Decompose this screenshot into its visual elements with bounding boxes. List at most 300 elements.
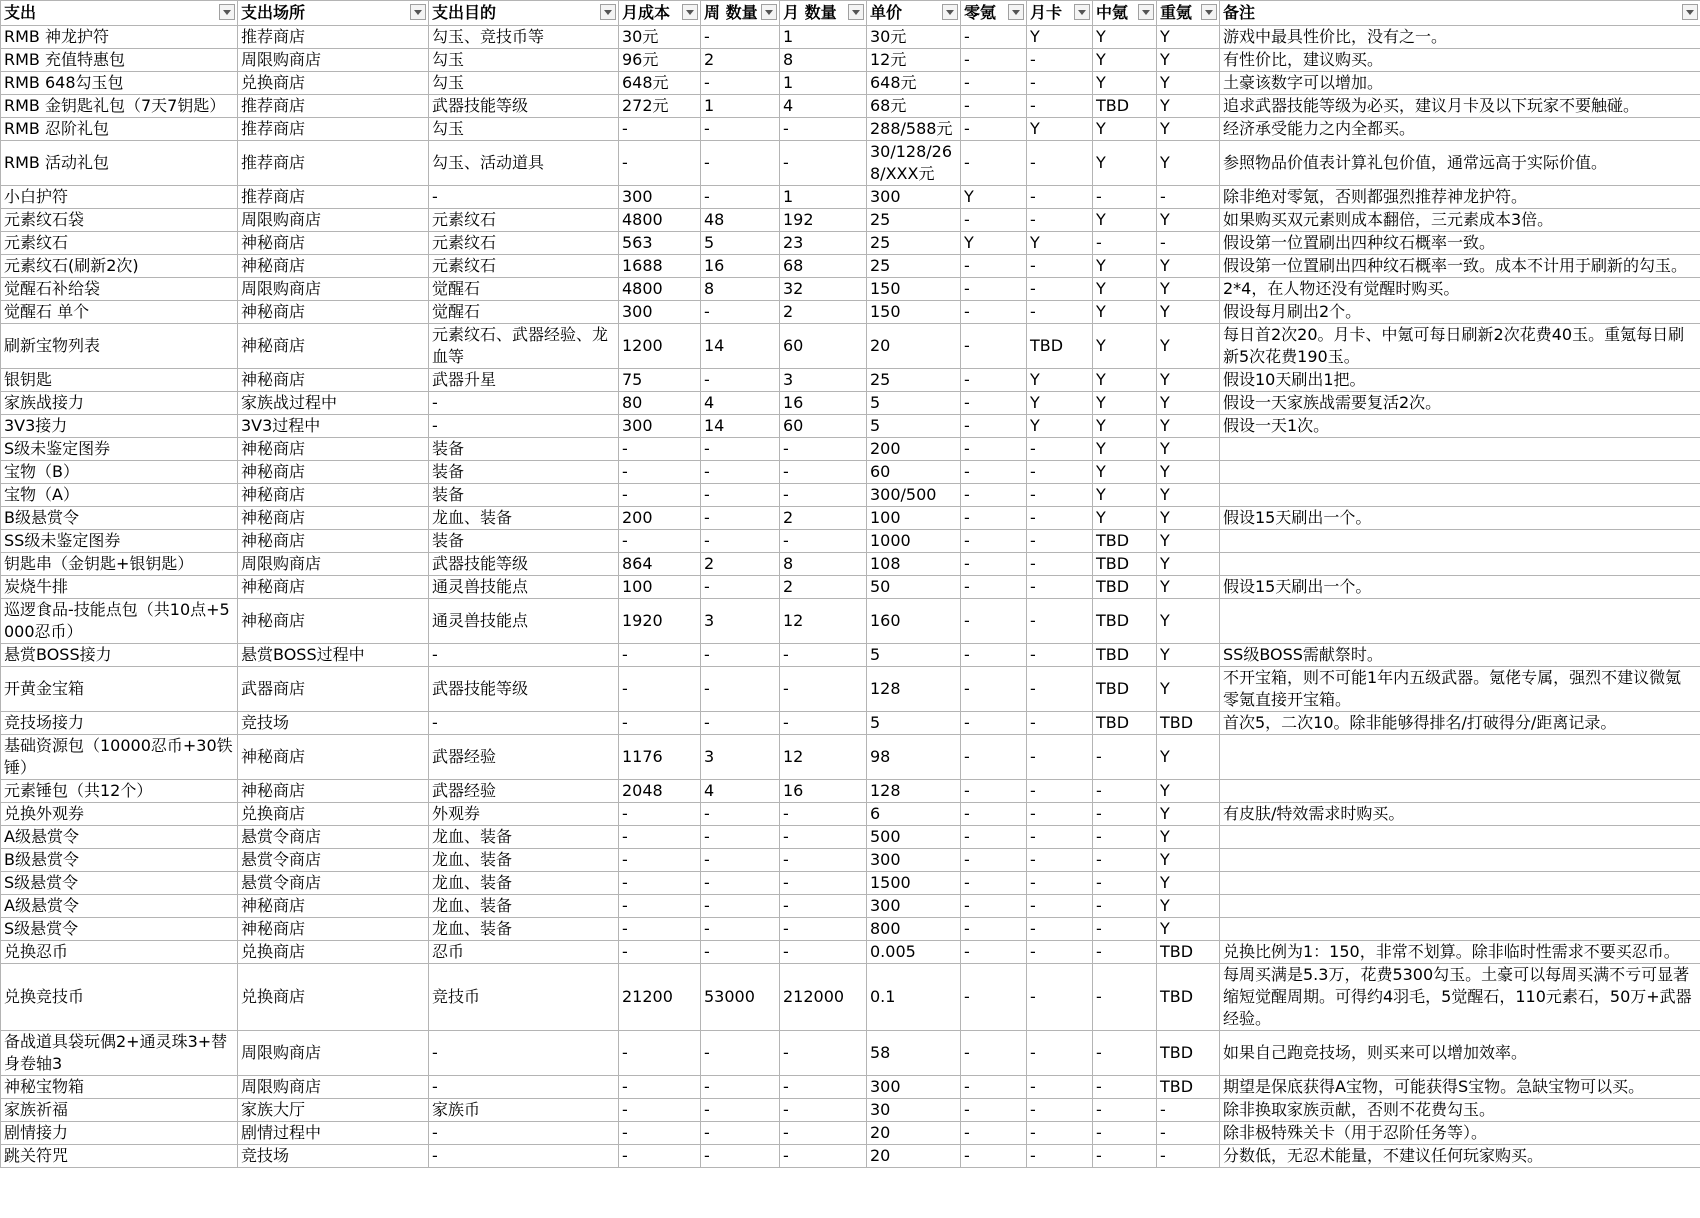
table-cell[interactable]: - <box>961 301 1027 324</box>
table-cell[interactable]: 1 <box>780 26 867 49</box>
table-cell[interactable]: 悬赏令商店 <box>238 872 429 895</box>
table-cell[interactable]: 14 <box>701 415 780 438</box>
table-cell[interactable]: 300 <box>867 1076 961 1099</box>
table-cell[interactable]: TBD <box>1093 712 1157 735</box>
filter-dropdown-icon[interactable] <box>1201 4 1217 20</box>
table-cell[interactable]: 12 <box>780 599 867 644</box>
table-cell[interactable]: 如果购买双元素则成本翻倍，三元素成本3倍。 <box>1220 209 1700 232</box>
table-cell[interactable]: 2 <box>701 553 780 576</box>
table-cell[interactable]: - <box>701 1122 780 1145</box>
table-cell[interactable]: - <box>961 72 1027 95</box>
table-cell[interactable]: Y <box>1157 324 1220 369</box>
table-cell[interactable]: 觉醒石 <box>429 301 619 324</box>
table-cell[interactable]: 家族战过程中 <box>238 392 429 415</box>
table-cell[interactable]: SS级未鉴定图券 <box>1 530 238 553</box>
table-cell[interactable]: - <box>701 1031 780 1076</box>
table-cell[interactable]: Y <box>1157 255 1220 278</box>
table-cell[interactable]: 勾玉 <box>429 72 619 95</box>
table-cell[interactable]: Y <box>1157 735 1220 780</box>
table-cell[interactable]: - <box>701 941 780 964</box>
table-cell[interactable]: 272元 <box>619 95 701 118</box>
table-cell[interactable]: 如果自己跑竞技场，则买来可以增加效率。 <box>1220 1031 1700 1076</box>
table-cell[interactable]: - <box>701 576 780 599</box>
table-cell[interactable]: 元素纹石 <box>1 232 238 255</box>
table-cell[interactable]: - <box>961 941 1027 964</box>
table-cell[interactable]: Y <box>1093 392 1157 415</box>
table-cell[interactable]: - <box>619 118 701 141</box>
table-cell[interactable]: - <box>619 872 701 895</box>
table-cell[interactable]: 60 <box>780 415 867 438</box>
table-cell[interactable]: 4 <box>701 780 780 803</box>
table-cell[interactable]: 装备 <box>429 438 619 461</box>
table-cell[interactable]: 假设一天1次。 <box>1220 415 1700 438</box>
table-cell[interactable]: - <box>961 849 1027 872</box>
table-cell[interactable]: - <box>961 507 1027 530</box>
table-cell[interactable]: - <box>780 1031 867 1076</box>
table-cell[interactable]: - <box>961 1031 1027 1076</box>
table-cell[interactable]: - <box>961 209 1027 232</box>
table-cell[interactable]: - <box>780 712 867 735</box>
table-cell[interactable]: 龙血、装备 <box>429 918 619 941</box>
table-cell[interactable] <box>1220 484 1700 507</box>
table-cell[interactable]: Y <box>1157 95 1220 118</box>
table-cell[interactable]: 60 <box>780 324 867 369</box>
filter-dropdown-icon[interactable] <box>942 4 958 20</box>
table-cell[interactable]: 武器技能等级 <box>429 553 619 576</box>
table-cell[interactable]: Y <box>961 186 1027 209</box>
table-cell[interactable]: - <box>1093 1031 1157 1076</box>
table-cell[interactable]: Y <box>1157 461 1220 484</box>
table-cell[interactable]: 200 <box>867 438 961 461</box>
table-cell[interactable]: - <box>1027 735 1093 780</box>
table-cell[interactable]: - <box>1093 964 1157 1031</box>
table-cell[interactable]: 龙血、装备 <box>429 826 619 849</box>
table-cell[interactable]: 刷新宝物列表 <box>1 324 238 369</box>
table-cell[interactable]: - <box>780 1122 867 1145</box>
table-cell[interactable]: Y <box>1157 141 1220 186</box>
table-cell[interactable]: - <box>1027 72 1093 95</box>
table-cell[interactable]: - <box>1093 872 1157 895</box>
table-cell[interactable]: - <box>701 72 780 95</box>
table-cell[interactable]: 150 <box>867 278 961 301</box>
table-cell[interactable]: 150 <box>867 301 961 324</box>
table-cell[interactable]: 30 <box>867 1099 961 1122</box>
table-cell[interactable]: S级悬赏令 <box>1 872 238 895</box>
table-cell[interactable]: - <box>780 803 867 826</box>
table-cell[interactable]: 有皮肤/特效需求时购买。 <box>1220 803 1700 826</box>
table-cell[interactable] <box>1220 438 1700 461</box>
table-cell[interactable]: Y <box>1093 255 1157 278</box>
table-cell[interactable]: - <box>619 461 701 484</box>
table-cell[interactable]: 推荐商店 <box>238 141 429 186</box>
table-cell[interactable]: 2 <box>780 576 867 599</box>
table-cell[interactable]: 160 <box>867 599 961 644</box>
table-cell[interactable]: 神秘商店 <box>238 507 429 530</box>
table-cell[interactable]: 悬赏令商店 <box>238 849 429 872</box>
table-cell[interactable]: 神秘商店 <box>238 918 429 941</box>
table-cell[interactable]: 14 <box>701 324 780 369</box>
table-cell[interactable]: 3 <box>701 735 780 780</box>
table-cell[interactable]: 游戏中最具性价比，没有之一。 <box>1220 26 1700 49</box>
filter-dropdown-icon[interactable] <box>1138 4 1154 20</box>
table-cell[interactable]: 0.005 <box>867 941 961 964</box>
table-cell[interactable]: 除非极特殊关卡（用于忍阶任务等）。 <box>1220 1122 1700 1145</box>
column-header[interactable] <box>780 1 867 26</box>
table-cell[interactable]: A级悬赏令 <box>1 826 238 849</box>
table-cell[interactable]: - <box>1027 803 1093 826</box>
table-cell[interactable]: - <box>1157 232 1220 255</box>
table-cell[interactable]: - <box>961 415 1027 438</box>
table-cell[interactable]: 推荐商店 <box>238 95 429 118</box>
table-cell[interactable]: 神秘商店 <box>238 599 429 644</box>
table-cell[interactable]: - <box>1027 278 1093 301</box>
table-cell[interactable]: Y <box>1157 26 1220 49</box>
table-cell[interactable]: RMB 忍阶礼包 <box>1 118 238 141</box>
table-cell[interactable]: - <box>619 712 701 735</box>
table-cell[interactable]: 武器经验 <box>429 780 619 803</box>
table-cell[interactable]: Y <box>1157 72 1220 95</box>
table-cell[interactable]: - <box>619 141 701 186</box>
table-cell[interactable]: Y <box>1093 484 1157 507</box>
table-cell[interactable]: 16 <box>780 780 867 803</box>
table-cell[interactable]: - <box>780 849 867 872</box>
table-cell[interactable]: 兑换商店 <box>238 72 429 95</box>
table-cell[interactable]: Y <box>1093 507 1157 530</box>
table-cell[interactable]: 神秘商店 <box>238 530 429 553</box>
column-header[interactable] <box>1093 1 1157 26</box>
table-cell[interactable]: Y <box>1093 72 1157 95</box>
table-cell[interactable]: Y <box>1093 278 1157 301</box>
table-cell[interactable]: - <box>961 667 1027 712</box>
table-cell[interactable]: - <box>701 872 780 895</box>
table-cell[interactable]: 58 <box>867 1031 961 1076</box>
table-cell[interactable]: 兑换商店 <box>238 941 429 964</box>
table-cell[interactable]: 75 <box>619 369 701 392</box>
table-cell[interactable]: 神秘商店 <box>238 369 429 392</box>
column-header[interactable] <box>867 1 961 26</box>
table-cell[interactable]: 土豪该数字可以增加。 <box>1220 72 1700 95</box>
table-cell[interactable]: 勾玉、活动道具 <box>429 141 619 186</box>
table-cell[interactable]: 龙血、装备 <box>429 507 619 530</box>
table-cell[interactable]: 神秘商店 <box>238 438 429 461</box>
table-cell[interactable]: 周限购商店 <box>238 553 429 576</box>
table-cell[interactable]: - <box>961 484 1027 507</box>
table-cell[interactable]: - <box>701 895 780 918</box>
table-cell[interactable]: - <box>1093 1145 1157 1168</box>
table-cell[interactable]: 8 <box>780 553 867 576</box>
table-cell[interactable]: - <box>701 803 780 826</box>
table-cell[interactable]: 竞技币 <box>429 964 619 1031</box>
table-cell[interactable] <box>1220 849 1700 872</box>
table-cell[interactable]: 悬赏BOSS接力 <box>1 644 238 667</box>
column-header[interactable] <box>619 1 701 26</box>
table-cell[interactable]: 跳关符咒 <box>1 1145 238 1168</box>
table-cell[interactable]: 48 <box>701 209 780 232</box>
table-cell[interactable]: - <box>1027 1031 1093 1076</box>
table-cell[interactable]: Y <box>1093 209 1157 232</box>
table-cell[interactable]: 推荐商店 <box>238 186 429 209</box>
table-cell[interactable]: - <box>701 826 780 849</box>
table-cell[interactable]: Y <box>1157 118 1220 141</box>
table-cell[interactable]: - <box>1093 1099 1157 1122</box>
table-cell[interactable]: 推荐商店 <box>238 26 429 49</box>
table-cell[interactable]: Y <box>1157 484 1220 507</box>
table-cell[interactable]: 6 <box>867 803 961 826</box>
table-cell[interactable]: - <box>619 826 701 849</box>
table-cell[interactable]: 2*4，在人物还没有觉醒时购买。 <box>1220 278 1700 301</box>
table-cell[interactable]: - <box>780 1145 867 1168</box>
table-cell[interactable]: - <box>961 49 1027 72</box>
table-cell[interactable]: - <box>619 1145 701 1168</box>
table-cell[interactable]: - <box>780 918 867 941</box>
table-cell[interactable]: - <box>780 461 867 484</box>
table-cell[interactable]: RMB 充值特惠包 <box>1 49 238 72</box>
table-cell[interactable]: - <box>780 1099 867 1122</box>
table-cell[interactable]: 除非换取家族贡献，否则不花费勾玉。 <box>1220 1099 1700 1122</box>
table-cell[interactable]: - <box>961 712 1027 735</box>
table-cell[interactable] <box>1220 918 1700 941</box>
table-cell[interactable]: - <box>619 849 701 872</box>
table-cell[interactable]: 1176 <box>619 735 701 780</box>
table-cell[interactable]: RMB 648勾玉包 <box>1 72 238 95</box>
table-cell[interactable]: 神秘商店 <box>238 324 429 369</box>
table-cell[interactable]: - <box>701 849 780 872</box>
table-cell[interactable]: 300 <box>867 849 961 872</box>
table-cell[interactable]: 剧情接力 <box>1 1122 238 1145</box>
table-cell[interactable]: - <box>429 1031 619 1076</box>
table-cell[interactable]: - <box>701 1099 780 1122</box>
table-cell[interactable]: 分数低，无忍术能量，不建议任何玩家购买。 <box>1220 1145 1700 1168</box>
table-cell[interactable]: 龙血、装备 <box>429 872 619 895</box>
table-cell[interactable]: - <box>619 1076 701 1099</box>
table-cell[interactable]: 8 <box>701 278 780 301</box>
table-cell[interactable]: 勾玉 <box>429 118 619 141</box>
table-cell[interactable]: 2 <box>780 301 867 324</box>
table-cell[interactable]: - <box>429 1122 619 1145</box>
table-cell[interactable]: 觉醒石补给袋 <box>1 278 238 301</box>
table-cell[interactable]: - <box>429 392 619 415</box>
table-cell[interactable]: 觉醒石 单个 <box>1 301 238 324</box>
table-cell[interactable] <box>1220 895 1700 918</box>
table-cell[interactable]: Y <box>1157 644 1220 667</box>
filter-dropdown-icon[interactable] <box>761 4 777 20</box>
table-cell[interactable] <box>1220 735 1700 780</box>
table-cell[interactable]: - <box>1093 849 1157 872</box>
table-cell[interactable]: - <box>1027 644 1093 667</box>
table-cell[interactable]: 648元 <box>867 72 961 95</box>
column-header[interactable] <box>238 1 429 26</box>
table-cell[interactable]: - <box>961 530 1027 553</box>
table-cell[interactable]: 银钥匙 <box>1 369 238 392</box>
table-cell[interactable]: 经济承受能力之内全都买。 <box>1220 118 1700 141</box>
table-cell[interactable]: - <box>961 1076 1027 1099</box>
table-cell[interactable]: 武器经验 <box>429 735 619 780</box>
table-cell[interactable]: - <box>1093 232 1157 255</box>
table-cell[interactable]: - <box>780 438 867 461</box>
table-cell[interactable] <box>1220 530 1700 553</box>
table-cell[interactable]: 元素纹石 <box>429 232 619 255</box>
table-cell[interactable]: - <box>1027 1122 1093 1145</box>
table-cell[interactable]: S级悬赏令 <box>1 918 238 941</box>
table-cell[interactable]: 1 <box>780 72 867 95</box>
table-cell[interactable]: - <box>1093 918 1157 941</box>
table-cell[interactable]: 98 <box>867 735 961 780</box>
table-cell[interactable]: - <box>961 438 1027 461</box>
table-cell[interactable]: - <box>1027 438 1093 461</box>
table-cell[interactable] <box>1220 826 1700 849</box>
table-cell[interactable]: Y <box>1157 438 1220 461</box>
table-cell[interactable]: - <box>961 461 1027 484</box>
table-cell[interactable]: 25 <box>867 369 961 392</box>
table-cell[interactable]: Y <box>1027 392 1093 415</box>
table-cell[interactable]: 周限购商店 <box>238 1076 429 1099</box>
table-cell[interactable]: - <box>961 324 1027 369</box>
table-cell[interactable]: 装备 <box>429 484 619 507</box>
table-cell[interactable]: TBD <box>1157 712 1220 735</box>
table-cell[interactable]: 128 <box>867 780 961 803</box>
table-cell[interactable]: - <box>429 644 619 667</box>
table-cell[interactable]: 装备 <box>429 461 619 484</box>
table-cell[interactable]: TBD <box>1157 1076 1220 1099</box>
table-cell[interactable]: - <box>701 918 780 941</box>
table-cell[interactable]: 5 <box>867 392 961 415</box>
table-cell[interactable]: - <box>961 918 1027 941</box>
table-cell[interactable]: - <box>961 964 1027 1031</box>
table-cell[interactable]: - <box>961 141 1027 186</box>
table-cell[interactable]: 神秘宝物箱 <box>1 1076 238 1099</box>
table-cell[interactable]: - <box>780 895 867 918</box>
table-cell[interactable]: - <box>780 1076 867 1099</box>
table-cell[interactable]: 通灵兽技能点 <box>429 599 619 644</box>
table-cell[interactable]: 宝物（A） <box>1 484 238 507</box>
table-cell[interactable]: 3V3接力 <box>1 415 238 438</box>
table-cell[interactable]: 5 <box>867 712 961 735</box>
table-cell[interactable]: - <box>961 1099 1027 1122</box>
table-cell[interactable]: 16 <box>780 392 867 415</box>
filter-dropdown-icon[interactable] <box>600 4 616 20</box>
table-cell[interactable]: Y <box>1157 392 1220 415</box>
table-cell[interactable]: - <box>1027 599 1093 644</box>
table-cell[interactable]: 864 <box>619 553 701 576</box>
table-cell[interactable] <box>1220 461 1700 484</box>
table-cell[interactable]: - <box>619 1122 701 1145</box>
table-cell[interactable]: 通灵兽技能点 <box>429 576 619 599</box>
table-cell[interactable]: - <box>701 507 780 530</box>
table-cell[interactable]: - <box>701 712 780 735</box>
table-cell[interactable]: 68元 <box>867 95 961 118</box>
table-cell[interactable]: - <box>780 826 867 849</box>
table-cell[interactable]: 假设15天刷出一个。 <box>1220 576 1700 599</box>
table-cell[interactable]: - <box>1027 576 1093 599</box>
table-cell[interactable]: A级悬赏令 <box>1 895 238 918</box>
table-cell[interactable]: 80 <box>619 392 701 415</box>
table-cell[interactable]: - <box>429 712 619 735</box>
table-cell[interactable]: - <box>701 186 780 209</box>
table-cell[interactable]: Y <box>1093 141 1157 186</box>
table-cell[interactable]: 192 <box>780 209 867 232</box>
table-cell[interactable]: 家族祈福 <box>1 1099 238 1122</box>
table-cell[interactable]: 勾玉、竞技币等 <box>429 26 619 49</box>
table-cell[interactable]: 300 <box>867 186 961 209</box>
table-cell[interactable]: - <box>429 1145 619 1168</box>
table-cell[interactable]: 元素锤包（共12个） <box>1 780 238 803</box>
table-cell[interactable]: Y <box>1027 118 1093 141</box>
table-cell[interactable]: - <box>1027 461 1093 484</box>
table-cell[interactable]: - <box>1027 95 1093 118</box>
table-cell[interactable]: - <box>429 186 619 209</box>
table-cell[interactable]: 8 <box>780 49 867 72</box>
table-cell[interactable]: 300 <box>619 415 701 438</box>
table-cell[interactable]: - <box>1093 826 1157 849</box>
filter-dropdown-icon[interactable] <box>682 4 698 20</box>
table-cell[interactable]: Y <box>1157 49 1220 72</box>
table-cell[interactable]: - <box>1027 964 1093 1031</box>
table-cell[interactable]: Y <box>1157 576 1220 599</box>
table-cell[interactable]: TBD <box>1157 941 1220 964</box>
table-cell[interactable]: Y <box>1027 369 1093 392</box>
table-cell[interactable]: 30元 <box>867 26 961 49</box>
table-cell[interactable]: 21200 <box>619 964 701 1031</box>
table-cell[interactable]: 武器商店 <box>238 667 429 712</box>
table-cell[interactable]: Y <box>1157 895 1220 918</box>
table-cell[interactable]: 20 <box>867 1145 961 1168</box>
table-cell[interactable]: - <box>619 438 701 461</box>
table-cell[interactable] <box>1220 553 1700 576</box>
table-cell[interactable]: 300/500 <box>867 484 961 507</box>
table-cell[interactable]: - <box>1027 507 1093 530</box>
table-cell[interactable]: 每日首2次20。月卡、中氪可每日刷新2次花费40玉。重氪每日刷新5次花费190玉。 <box>1220 324 1700 369</box>
table-cell[interactable]: B级悬赏令 <box>1 507 238 530</box>
table-cell[interactable]: - <box>1027 484 1093 507</box>
table-cell[interactable]: - <box>1027 826 1093 849</box>
table-cell[interactable]: - <box>1157 1122 1220 1145</box>
table-cell[interactable]: Y <box>1093 438 1157 461</box>
table-cell[interactable]: - <box>701 438 780 461</box>
column-header[interactable] <box>429 1 619 26</box>
table-cell[interactable]: 巡逻食品-技能点包（共10点+5000忍币） <box>1 599 238 644</box>
table-cell[interactable]: Y <box>1093 26 1157 49</box>
table-cell[interactable]: - <box>701 667 780 712</box>
table-cell[interactable]: - <box>961 576 1027 599</box>
table-cell[interactable]: 小白护符 <box>1 186 238 209</box>
table-cell[interactable]: TBD <box>1157 1031 1220 1076</box>
table-cell[interactable]: 4800 <box>619 278 701 301</box>
table-cell[interactable]: - <box>701 530 780 553</box>
table-cell[interactable]: Y <box>1157 780 1220 803</box>
table-cell[interactable]: - <box>1027 780 1093 803</box>
table-cell[interactable]: 家族战接力 <box>1 392 238 415</box>
column-header[interactable] <box>961 1 1027 26</box>
table-cell[interactable]: Y <box>1093 369 1157 392</box>
column-header[interactable] <box>1027 1 1093 26</box>
table-cell[interactable]: - <box>961 644 1027 667</box>
table-cell[interactable]: - <box>619 644 701 667</box>
table-cell[interactable]: TBD <box>1093 576 1157 599</box>
table-cell[interactable]: Y <box>1093 49 1157 72</box>
table-cell[interactable]: - <box>1027 530 1093 553</box>
table-cell[interactable]: 开黄金宝箱 <box>1 667 238 712</box>
table-cell[interactable]: - <box>1027 141 1093 186</box>
table-cell[interactable]: - <box>701 369 780 392</box>
table-cell[interactable]: SS级BOSS需献祭时。 <box>1220 644 1700 667</box>
table-cell[interactable]: 神秘商店 <box>238 301 429 324</box>
table-cell[interactable]: - <box>961 95 1027 118</box>
table-cell[interactable]: 家族大厅 <box>238 1099 429 1122</box>
table-cell[interactable]: 追求武器技能等级为必买，建议月卡及以下玩家不要触碰。 <box>1220 95 1700 118</box>
table-cell[interactable]: 500 <box>867 826 961 849</box>
table-cell[interactable]: 2048 <box>619 780 701 803</box>
table-cell[interactable]: Y <box>1093 415 1157 438</box>
